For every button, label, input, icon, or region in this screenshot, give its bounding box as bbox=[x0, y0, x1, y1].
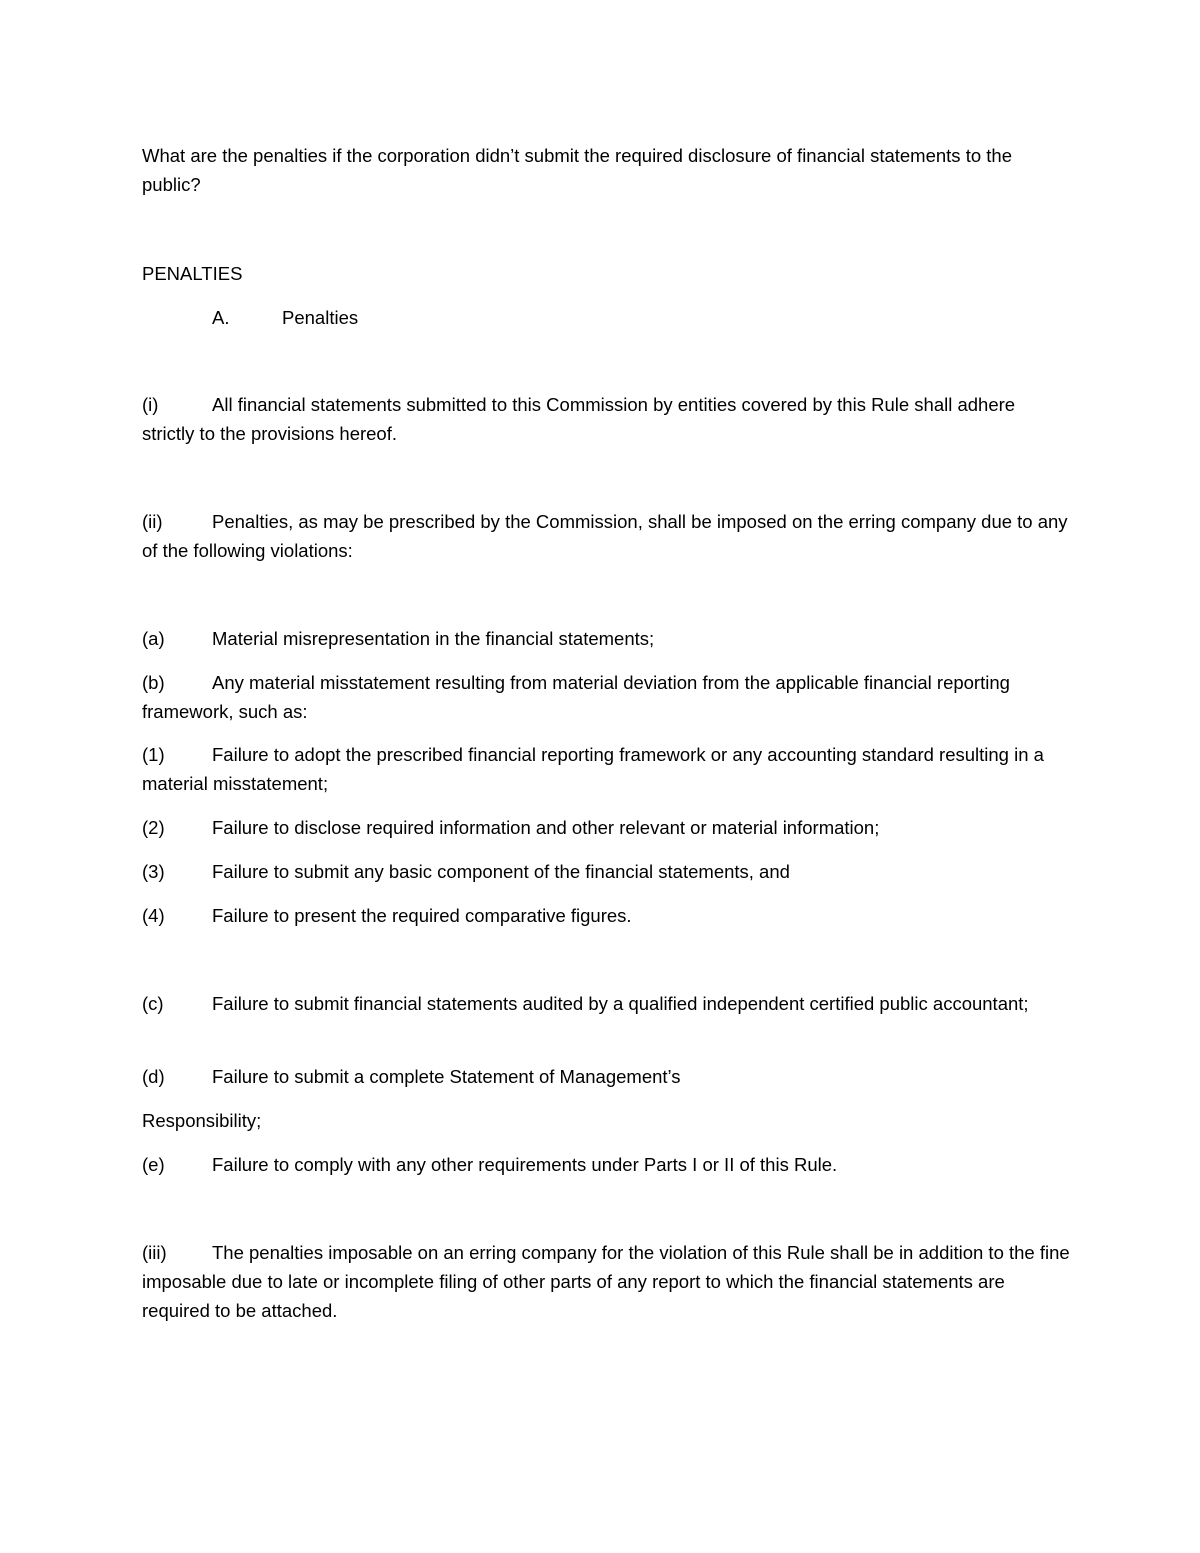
item-label: (ii) bbox=[142, 511, 163, 532]
item-text: Failure to submit any basic component of the financial statements, and bbox=[212, 861, 790, 882]
item-label: (3) bbox=[142, 861, 165, 882]
item-label: (1) bbox=[142, 744, 165, 765]
item-text: Failure to disclose required information and other relevant or material information; bbox=[212, 817, 880, 838]
item-text: Penalties, as may be prescribed by the Commission, shall be imposed on the erring company due to any of the following violations: bbox=[142, 511, 1068, 561]
subheading-label: A. bbox=[212, 307, 230, 328]
item-text: Responsibility; bbox=[142, 1110, 262, 1131]
item-ii bbox=[142, 507, 1072, 565]
item-c bbox=[142, 989, 1072, 1018]
item-text: Any material misstatement resulting from material deviation from the applicable financial reporting framework, such as: bbox=[142, 672, 1010, 722]
item-1 bbox=[142, 740, 1072, 798]
item-iii bbox=[142, 1238, 1072, 1325]
item-text: The penalties imposable on an erring company for the violation of this Rule shall be in addition to the fine imposable due to late or incomplete filing of other parts of any report to which the financial statements are required to be attached. bbox=[142, 1242, 1070, 1321]
item-a bbox=[142, 624, 1072, 653]
section-heading: PENALTIES bbox=[142, 263, 243, 284]
item-d bbox=[142, 1062, 1072, 1091]
item-3 bbox=[142, 857, 1072, 886]
item-i bbox=[142, 390, 1072, 448]
item-text: Failure to adopt the prescribed financial reporting framework or any accounting standard resulting in a material misstatement; bbox=[142, 744, 1044, 794]
item-text: Failure to present the required comparative figures. bbox=[212, 905, 632, 926]
item-text: All financial statements submitted to this Commission by entities covered by this Rule shall adhere strictly to the provisions hereof. bbox=[142, 394, 1016, 444]
item-label: (i) bbox=[142, 394, 159, 415]
item-label: (b) bbox=[142, 672, 165, 693]
item-4 bbox=[142, 901, 1072, 930]
item-text: Material misrepresentation in the financial statements; bbox=[212, 628, 655, 649]
item-text: Failure to submit a complete Statement of Management’s bbox=[212, 1066, 681, 1087]
item-label: (e) bbox=[142, 1154, 165, 1175]
item-label: (a) bbox=[142, 628, 165, 649]
item-label: (2) bbox=[142, 817, 165, 838]
item-d-continuation bbox=[142, 1106, 1072, 1135]
item-label: (d) bbox=[142, 1066, 165, 1087]
item-label: (c) bbox=[142, 993, 164, 1014]
item-text: Failure to comply with any other requirements under Parts I or II of this Rule. bbox=[212, 1154, 838, 1175]
item-2 bbox=[142, 813, 1072, 842]
subheading-text: Penalties bbox=[282, 307, 359, 328]
item-text: Failure to submit financial statements audited by a qualified independent certified public accountant; bbox=[212, 993, 1029, 1014]
item-e bbox=[142, 1150, 1072, 1179]
item-b bbox=[142, 668, 1072, 726]
item-label: (4) bbox=[142, 905, 165, 926]
subheading bbox=[212, 303, 1142, 332]
question-paragraph: What are the penalties if the corporation didn’t submit the required disclosure of financial statements to the public? bbox=[142, 145, 1012, 195]
item-label: (iii) bbox=[142, 1242, 167, 1263]
